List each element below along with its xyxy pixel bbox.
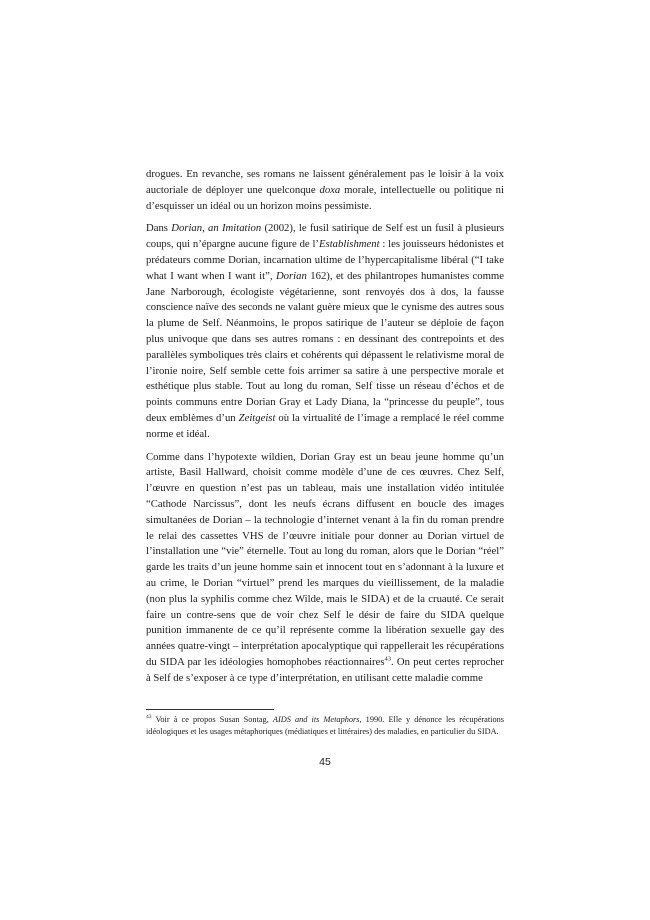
footnote-italic-title: AIDS and its Metaphors bbox=[272, 715, 360, 724]
paragraph-1 bbox=[146, 167, 504, 214]
paragraph-3 bbox=[146, 450, 504, 687]
paragraph-2-text-1: Dans bbox=[146, 222, 172, 235]
paragraph-2 bbox=[146, 221, 504, 442]
footnote-text-2: , 1990. Elle y dénonce les récupérations idéologiques et les usages métaphoriques (médiatiques et littéraires) des maladies, en particulier du SIDA. bbox=[146, 715, 504, 736]
paragraph-1-text-b: morale, intellectuelle ou politique ni d’esquisser un idéal ou un horizon moins pessimiste. bbox=[146, 183, 504, 212]
paragraph-2-text-2: (2002), le fusil satirique de Self est un fusil à plusieurs coups, qui n’épargne aucune figure de l’ bbox=[146, 222, 504, 251]
page-number: 45 bbox=[319, 756, 331, 768]
paragraph-2-italic-title: Dorian, an Imitation bbox=[171, 222, 262, 235]
paragraph-2-text-3: : les jouisseurs hédonistes et prédateurs comme Dorian, incarnation ultime de l’hypercapitalisme libéral (“I take what I want when I want it”, bbox=[146, 238, 504, 282]
paragraph-2-italic-zeitgeist: Zeitgeist bbox=[238, 411, 276, 424]
footnote-separator bbox=[146, 709, 274, 710]
paragraph-2-italic-establishment: Establishment bbox=[319, 238, 380, 251]
page-body bbox=[146, 167, 504, 694]
paragraph-3-text-1: Comme dans l’hypotexte wildien, Dorian Gray est un beau jeune homme qu’un artiste, Basil Hallward, choisit comme modèle d’une de ces œuvres. Chez Self, l’œuvre en question n’est pas un tableau, mais une installation vidéo intitulée “Cathode Narcissus”, dont les neufs écrans diffusent en boucle des images simultanées de Dorian – la technologie d’internet venant à la fin du roman prendre le relai des cassettes VHS de l’œuvre initiale pour donner au Dorian virtuel de l’installation une “vie” éternelle. Tout au long du roman, alors que le Dorian “réel” garde les traits d’un jeune homme sain et innocent tout en s’adonnant à la luxure et au crime, le Dorian “virtuel” prend les marques du vieillissement, de la maladie (non plus la syphilis comme chez Wilde, mais le SIDA) et de la cruauté. Ce serait faire un contre-sens que de voir chez Self le désir de faire du SIDA quelque punition immanente de ce qu’il représente comme la libération sexuelle gay des années quatre-vingt – interprétation apocalyptique qui rappellerait les récupérations du SIDA par les idéologies homophobes réactionnaires bbox=[146, 450, 504, 668]
footnote-reference[interactable]: 43 bbox=[384, 655, 392, 663]
footnote-number: 43 bbox=[146, 714, 152, 721]
paragraph-3-text-2: . On peut certes reprocher à Self de s’exposer à ce type d’interprétation, en utilisant cette maladie comme bbox=[146, 655, 504, 684]
footnote-43 bbox=[146, 714, 504, 738]
paragraph-2-italic-dorian: Dorian bbox=[275, 269, 307, 282]
footnote-text-1: Voir à ce propos Susan Sontag, bbox=[151, 715, 273, 724]
paragraph-2-text-5: où la virtualité de l’image a remplacé le réel comme norme et idéal. bbox=[146, 411, 504, 440]
paragraph-2-text-4: 162), et des philantropes humanistes comme Jane Narborough, écologiste végétarienne, sont renvoyés dos à dos, la fausse conscience naïve des seconds ne valant guère mieux que le cynisme des autres sous la plume de Self. Néanmoins, le propos satirique de l’auteur se déploie de façon plus univoque que dans ses autres romans : en dessinant des contrepoints et des parallèles symboliques très clairs et cohérents qui dépassent le relativisme moral de l’ironie noire, Self semble cette fois arrimer sa satire à une perspective morale et esthétique plus stable. Tout au long du roman, Self tisse un réseau d’échos et de points communs entre Dorian Gray et Lady Diana, la “princesse du peuple”, tous deux emblèmes d’un bbox=[146, 269, 504, 424]
paragraph-1-italic-doxa: doxa bbox=[319, 183, 341, 196]
paragraph-1-text-a: drogues. En revanche, ses romans ne laissent généralement pas le loisir à la voix auctoriale de déployer une quelconque bbox=[146, 168, 504, 196]
